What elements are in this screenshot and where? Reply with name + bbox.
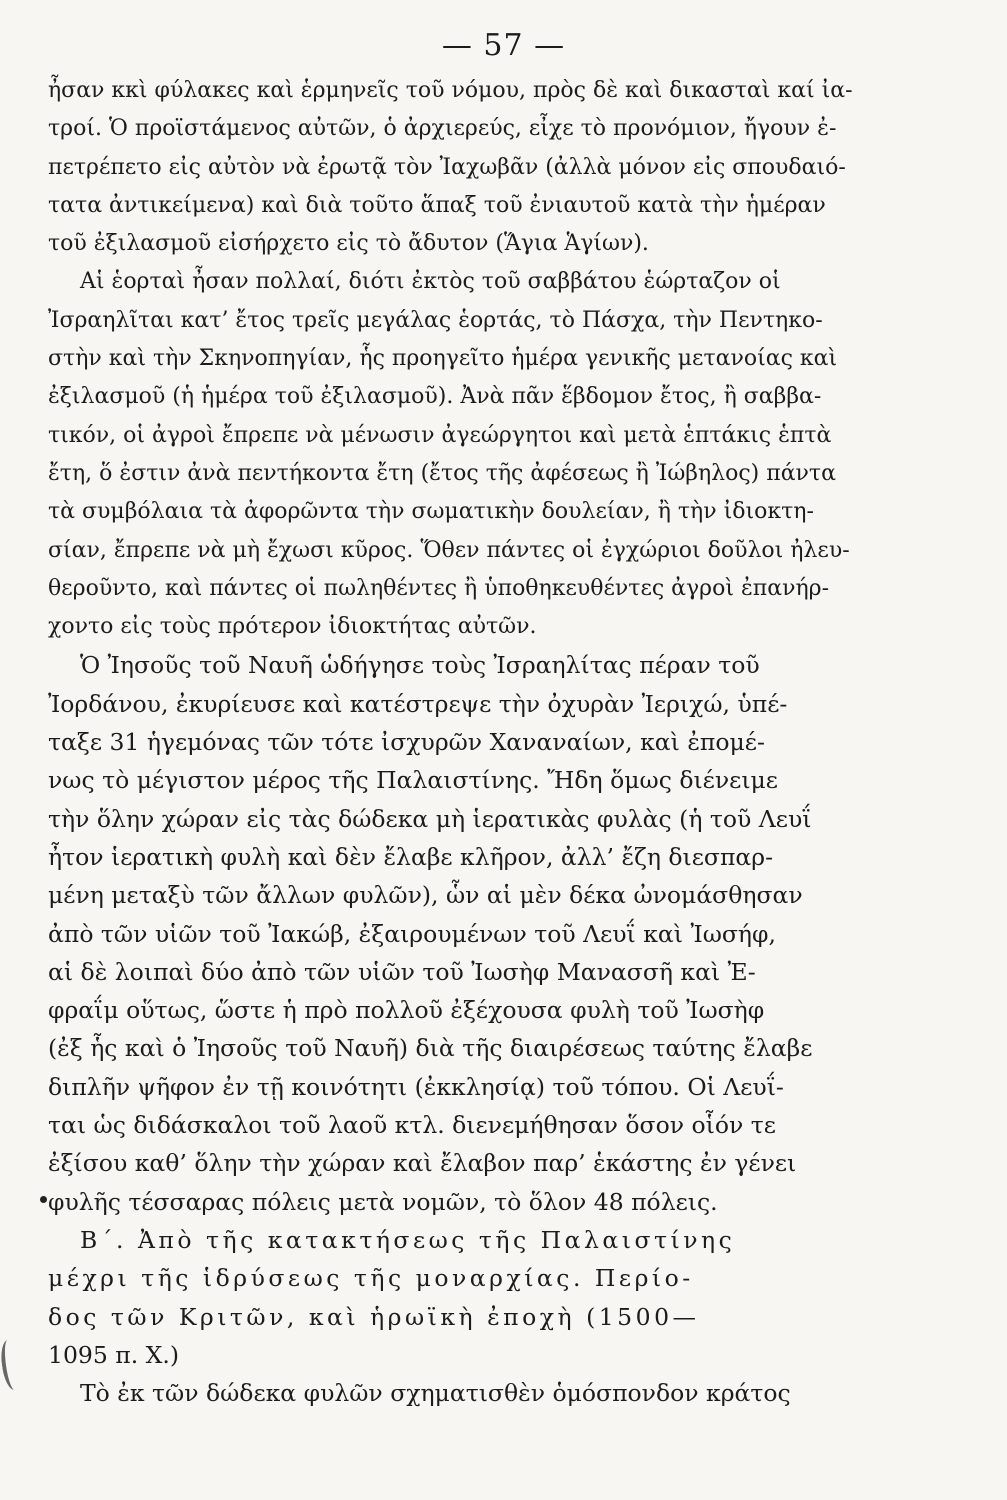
text-line: ἦσαν κκὶ φύλακες καὶ ἑρμηνεῖς τοῦ νόμου, πρὸς δὲ καὶ δικασταὶ καί ἰα- <box>48 78 853 103</box>
paragraph-start: Τὸ ἐκ τῶν δώδεκα φυλῶν σχηματισθὲν ὁμόσπονδον κράτος <box>80 1379 791 1408</box>
text-line: πετρέπετο εἰς αὐτὸν νὰ ἐρωτᾷ τὸν Ἰαχωβᾶν (ἀλλὰ μόνον εἰς σπουδαιό- <box>48 154 846 180</box>
text-line: τὰ συμβόλαια τὰ ἀφορῶντα τὴν σωματικὴν δουλείαν, ἢ τὴν ἰδιοκτη- <box>48 499 814 525</box>
text-line: στὴν καὶ τὴν Σκηνοπηγίαν, ἧς προηγεῖτο ἡμέρα γενικῆς μετανοίας καὶ <box>48 346 838 372</box>
text-line: τὴν ὅλην χώραν εἰς τὰς δώδεκα μὴ ἱερατικὰς φυλὰς (ἡ τοῦ Λευΐ <box>48 804 812 833</box>
page-number: — 57 — <box>441 28 566 63</box>
text-line: διπλῆν ψῆφον ἐν τῇ κοινότητι (ἐκκλησίᾳ) τοῦ τόπου. Οἱ Λευΐ- <box>48 1072 784 1101</box>
text-line: τικόν, οἱ ἀγροὶ ἔπρεπε νὰ μένωσιν ἀγεώργητοι καὶ μετὰ ἑπτάκις ἑπτὰ <box>48 422 832 448</box>
text-line: Ἰσραηλῖται κατ’ ἔτος τρεῖς μεγάλας ἑορτάς, τὸ Πάσχα, τὴν Πεντηκο- <box>48 307 823 333</box>
text-line: τροί. Ὁ προϊστάμενος αὐτῶν, ὁ ἀρχιερεύς, εἶχε τὸ προνόμιον, ἤγουν ἐ- <box>48 116 837 142</box>
text-line: σίαν, ἔπρεπε νὰ μὴ ἔχωσι κῦρος. Ὅθεν πάντες οἱ ἐγχώριοι δοῦλοι ἠλευ- <box>48 537 850 563</box>
body-text <box>48 72 890 1412</box>
text-line: ταξε 31 ἡγεμόνας τῶν τότε ἰσχυρῶν Χαναναίων, καὶ ἐπομέ- <box>48 728 765 757</box>
text-line: ἦτον ἱερατικὴ φυλὴ καὶ δὲν ἔλαβε κλῆρον, ἀλλ’ ἔζη διεσπαρ- <box>48 842 774 871</box>
text-line: χοντο εἰς τοὺς πρότερον ἰδιοκτήτας αὐτῶν. <box>48 614 537 640</box>
text-line: νως τὸ μέγιστον μέρος τῆς Παλαιστίνης. Ἤδη ὅμως διένειμε <box>48 766 778 795</box>
text-line: ἐξίσου καθ’ ὅλην τὴν χώραν καὶ ἔλαβον παρ’ ἑκάστης ἐν γένει <box>48 1149 797 1178</box>
section-heading: δος τῶν Κριτῶν, καὶ ἡρωϊκὴ ἐποχὴ (1500— <box>48 1302 700 1331</box>
section-heading: μέχρι τῆς ἱδρύσεως τῆς μοναρχίας. Περίο- <box>48 1264 694 1293</box>
text-line: Ἰορδάνου, ἐκυρίευσε καὶ κατέστρεψε τὴν ὀχυρὰν Ἰεριχώ, ὑπέ- <box>48 689 788 718</box>
text-line: (ἐξ ἧς καὶ ὁ Ἰησοῦς τοῦ Ναυῆ) διὰ τῆς διαιρέσεως ταύτης ἔλαβε <box>48 1034 813 1063</box>
text-line: ἀπὸ τῶν υἱῶν τοῦ Ἰακώβ, ἐξαιρουμένων τοῦ Λευΐ καὶ Ἰωσήφ, <box>48 919 776 948</box>
section-heading: Β΄. Ἀπὸ τῆς κατακτήσεως τῆς Παλαιστίνης <box>80 1225 736 1254</box>
paragraph-start: Ὁ Ἰησοῦς τοῦ Ναυῆ ὡδήγησε τοὺς Ἰσραηλίτας πέραν τοῦ <box>80 651 760 680</box>
bullet-mark <box>40 1196 47 1203</box>
text-line: μένη μεταξὺ τῶν ἄλλων φυλῶν), ὧν αἱ μὲν δέκα ὠνομάσθησαν <box>48 881 803 910</box>
text-line: φυλῆς τέσσαρας πόλεις μετὰ νομῶν, τὸ ὅλον 48 πόλεις. <box>48 1187 718 1216</box>
section-heading: 1095 π. Χ.) <box>48 1340 180 1369</box>
margin-mark <box>0 1339 23 1391</box>
paragraph-start: Αἱ ἑορταὶ ἦσαν πολλαί, διότι ἐκτὸς τοῦ σαββάτου ἑώρταζον οἱ <box>80 269 781 295</box>
text-line: θεροῦντο, καὶ πάντες οἱ πωληθέντες ἢ ὑποθηκευθέντες ἀγροὶ ἐπανήρ- <box>48 575 829 601</box>
text-line: αἱ δὲ λοιπαὶ δύο ἀπὸ τῶν υἱῶν τοῦ Ἰωσὴφ Μανασσῆ καὶ Ἐ- <box>48 957 756 986</box>
text-line: φραΐμ οὕτως, ὥστε ἡ πρὸ πολλοῦ ἐξέχουσα φυλὴ τοῦ Ἰωσὴφ <box>48 996 765 1025</box>
text-line: ἐξιλασμοῦ (ἡ ἡμέρα τοῦ ἐξιλασμοῦ). Ἀνὰ πᾶν ἕβδομον ἔτος, ἢ σαββα- <box>48 384 822 410</box>
text-line: ται ὡς διδάσκαλοι τοῦ λαοῦ κτλ. διενεμήθησαν ὅσον οἷόν τε <box>48 1111 776 1140</box>
text-line: ἔτη, ὅ ἐστιν ἀνὰ πεντήκοντα ἔτη (ἔτος τῆς ἀφέσεως ἢ Ἰώβηλος) πάντα <box>48 460 836 486</box>
text-line: τατα ἀντικείμενα) καὶ διὰ τοῦτο ἅπαξ τοῦ ἐνιαυτοῦ κατὰ τὴν ἡμέραν <box>48 192 826 218</box>
text-line: τοῦ ἐξιλασμοῦ εἰσήρχετο εἰς τὸ ἄδυτον (Ἅγια Ἁγίων). <box>48 231 649 257</box>
